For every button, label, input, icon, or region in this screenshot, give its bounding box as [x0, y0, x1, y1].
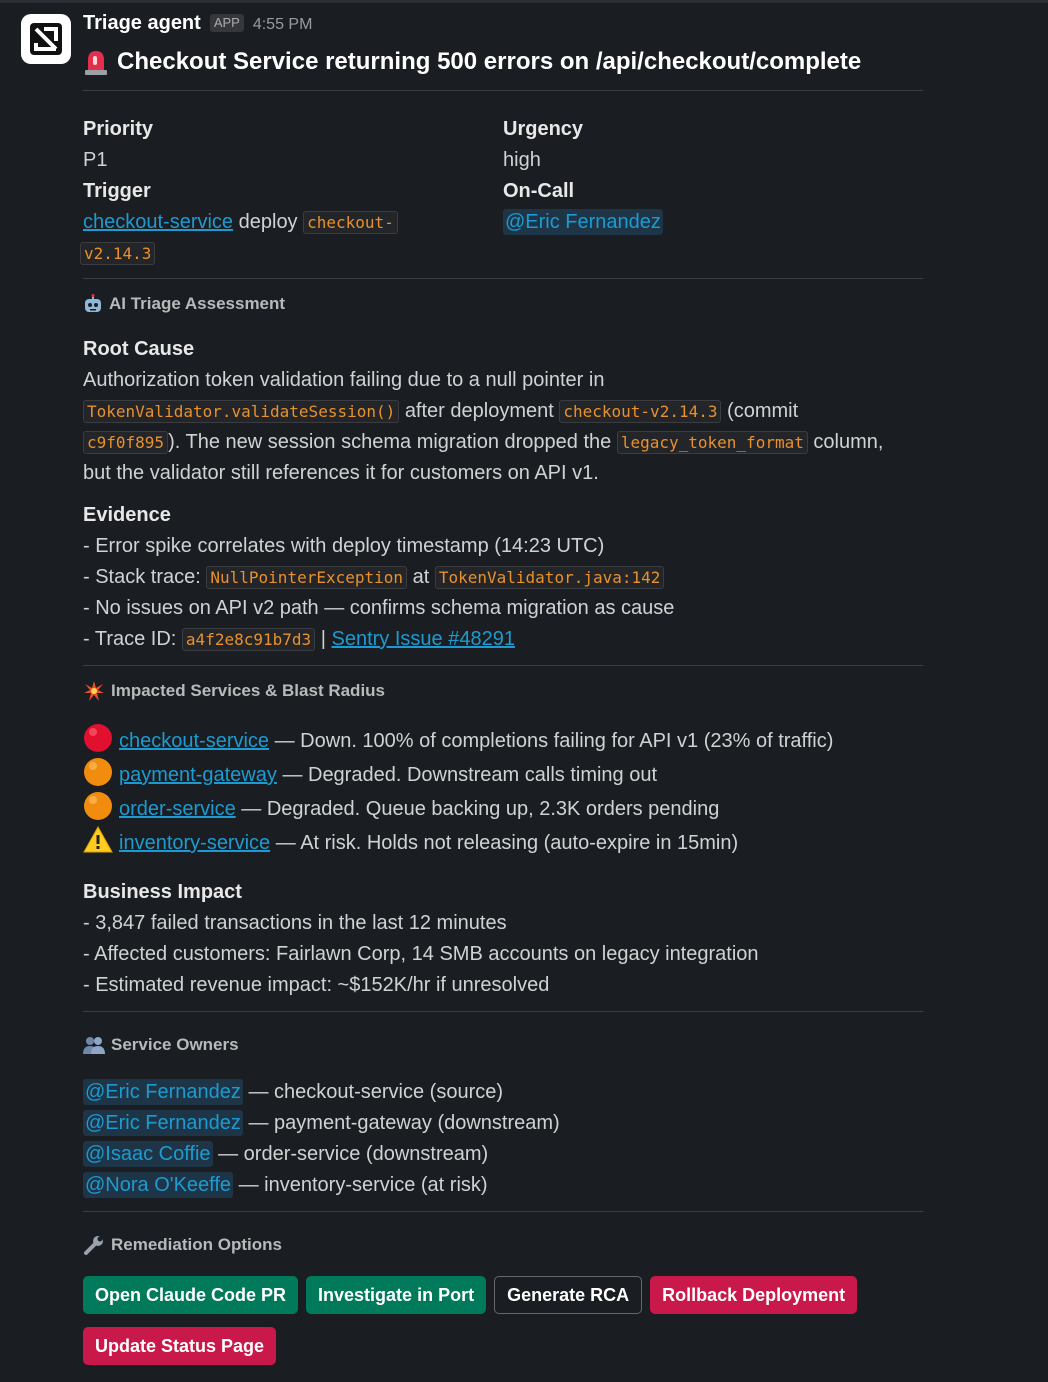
evidence-block: [83, 500, 923, 655]
divider: [83, 278, 923, 279]
remediation-buttons: [83, 1276, 923, 1314]
priority-value: P1: [83, 149, 108, 171]
service-link[interactable]: checkout-service: [119, 730, 270, 752]
business-impact-block: [83, 877, 923, 1001]
root-cause-text: (commit: [727, 400, 799, 422]
code-file-line: TokenValidator.java:142: [435, 566, 665, 589]
open-claude-pr-button[interactable]: Open Claude Code PR: [83, 1276, 298, 1314]
app-badge: APP: [210, 14, 244, 32]
divider: [83, 90, 923, 91]
evidence-text: - Trace ID:: [83, 628, 177, 650]
impacted-service-row: [83, 825, 923, 859]
root-cause-line-4: but the validator still references it for customers on API v1.: [83, 462, 599, 484]
evidence-item: - Error spike correlates with deploy timestamp (14:23 UTC): [83, 535, 605, 557]
impacted-service-row: [83, 723, 923, 757]
owners-list: [83, 1077, 923, 1201]
trigger-code-2: v2.14.3: [80, 242, 155, 265]
root-cause-line-2: [83, 396, 923, 427]
impact-heading: [83, 671, 923, 711]
owner-mention[interactable]: @Eric Fernandez: [85, 1081, 241, 1103]
root-cause-text: after deployment: [404, 400, 554, 422]
urgency-label: Urgency: [503, 118, 584, 140]
evidence-item: [83, 562, 923, 593]
service-status-text: — Degraded. Downstream calls timing out: [282, 764, 658, 786]
evidence-label: Evidence: [83, 504, 171, 526]
app-avatar[interactable]: [21, 14, 71, 64]
impacted-services-list: [83, 723, 923, 859]
code-column: legacy_token_format: [617, 431, 808, 454]
orange-circle-icon: [83, 791, 113, 821]
business-impact-item: - 3,847 failed transactions in the last 12 minutes: [83, 912, 507, 934]
business-impact-item: - Estimated revenue impact: ~$152K/hr if unresolved: [83, 974, 550, 996]
investigate-in-port-button[interactable]: Investigate in Port: [306, 1276, 486, 1314]
business-impact-label: Business Impact: [83, 881, 242, 903]
remediation-buttons-row-2: [83, 1327, 923, 1365]
owner-role-text: — checkout-service (source): [248, 1081, 504, 1103]
red-circle-icon: [83, 723, 113, 753]
owner-row: [83, 1170, 923, 1201]
impact-heading-text: Impacted Services & Blast Radius: [111, 681, 386, 700]
trigger-text: deploy: [238, 211, 298, 233]
divider: [83, 1011, 923, 1012]
incident-fields: [83, 114, 923, 269]
trigger-value: [83, 207, 503, 238]
business-impact-item: - Affected customers: Fairlawn Corp, 14 SMB accounts on legacy integration: [83, 943, 759, 965]
oncall-mention[interactable]: @Eric Fernandez: [505, 211, 661, 233]
code-deploy-version: checkout-v2.14.3: [559, 400, 721, 423]
siren-icon: [83, 48, 109, 76]
owner-row: [83, 1139, 923, 1170]
trigger-service-link[interactable]: checkout-service: [83, 211, 234, 233]
root-cause-block: [83, 334, 923, 489]
owner-role-text: — payment-gateway (downstream): [248, 1112, 560, 1134]
service-link[interactable]: inventory-service: [119, 832, 271, 854]
code-commit: c9f0f895: [83, 431, 168, 454]
message-time[interactable]: 4:55 PM: [252, 16, 313, 33]
robot-icon: [83, 294, 103, 314]
divider: [83, 1211, 923, 1212]
impacted-service-row: [83, 757, 923, 791]
owners-heading: [83, 1025, 923, 1065]
owner-mention[interactable]: @Nora O'Keeffe: [85, 1174, 232, 1196]
warning-icon: [83, 825, 113, 855]
assessment-heading: [83, 284, 923, 324]
owners-heading-text: Service Owners: [111, 1035, 239, 1054]
owner-row: [83, 1108, 923, 1139]
people-icon: [83, 1035, 105, 1055]
app-name[interactable]: Triage agent: [83, 12, 201, 34]
triage-logo-icon: [26, 19, 66, 59]
code-exception: NullPointerException: [206, 566, 407, 589]
sentry-issue-link[interactable]: Sentry Issue #48291: [331, 628, 515, 650]
code-trace-id: a4f2e8c91b7d3: [182, 628, 315, 651]
priority-label: Priority: [83, 118, 154, 140]
owner-row: [83, 1077, 923, 1108]
root-cause-label: Root Cause: [83, 338, 195, 360]
trigger-code-1: checkout-: [303, 211, 398, 234]
evidence-item: [83, 624, 923, 655]
remediation-heading-text: Remediation Options: [111, 1235, 282, 1254]
owner-role-text: — order-service (downstream): [218, 1143, 489, 1165]
orange-circle-icon: [83, 757, 113, 787]
evidence-item: - No issues on API v2 path — confirms schema migration as cause: [83, 597, 675, 619]
top-border: [0, 0, 1048, 3]
separator: |: [320, 628, 326, 650]
incident-title: [83, 42, 923, 82]
incident-title-text: Checkout Service returning 500 errors on /api/checkout/complete: [117, 48, 862, 75]
service-status-text: — Degraded. Queue backing up, 2.3K orders pending: [241, 798, 720, 820]
root-cause-text: ). The new session schema migration dropped the: [168, 431, 612, 453]
assessment-heading-text: AI Triage Assessment: [109, 294, 286, 313]
message-header: [83, 8, 923, 42]
oncall-label: On-Call: [503, 180, 575, 202]
generate-rca-button[interactable]: Generate RCA: [494, 1276, 642, 1314]
trigger-label: Trigger: [83, 180, 151, 202]
owner-mention[interactable]: @Isaac Coffie: [85, 1143, 211, 1165]
fields-left: [83, 114, 503, 269]
update-status-page-button[interactable]: Update Status Page: [83, 1327, 276, 1365]
code-validate-session: TokenValidator.validateSession(): [83, 400, 399, 423]
oncall-value: [503, 207, 923, 238]
service-link[interactable]: order-service: [119, 798, 236, 820]
urgency-value: high: [503, 149, 541, 171]
owner-role-text: — inventory-service (at risk): [238, 1174, 488, 1196]
root-cause-text: column,: [813, 431, 884, 453]
wrench-icon: [83, 1234, 105, 1256]
collision-icon: [83, 680, 105, 702]
trigger-value-cont: [83, 238, 503, 269]
fields-right: [503, 114, 923, 269]
service-status-text: — Down. 100% of completions failing for API v1 (23% of traffic): [274, 730, 834, 752]
evidence-text: - Stack trace:: [83, 566, 201, 588]
owner-mention[interactable]: @Eric Fernandez: [85, 1112, 241, 1134]
service-status-text: — At risk. Holds not releasing (auto-expire in 15min): [275, 832, 739, 854]
impacted-service-row: [83, 791, 923, 825]
divider: [83, 665, 923, 666]
service-link[interactable]: payment-gateway: [119, 764, 277, 786]
root-cause-line-3: [83, 427, 923, 458]
message-body: [83, 8, 923, 1365]
remediation-heading: [83, 1225, 923, 1265]
evidence-text: at: [412, 566, 430, 588]
rollback-deployment-button[interactable]: Rollback Deployment: [650, 1276, 857, 1314]
root-cause-line-1: Authorization token validation failing due to a null pointer in: [83, 369, 605, 391]
